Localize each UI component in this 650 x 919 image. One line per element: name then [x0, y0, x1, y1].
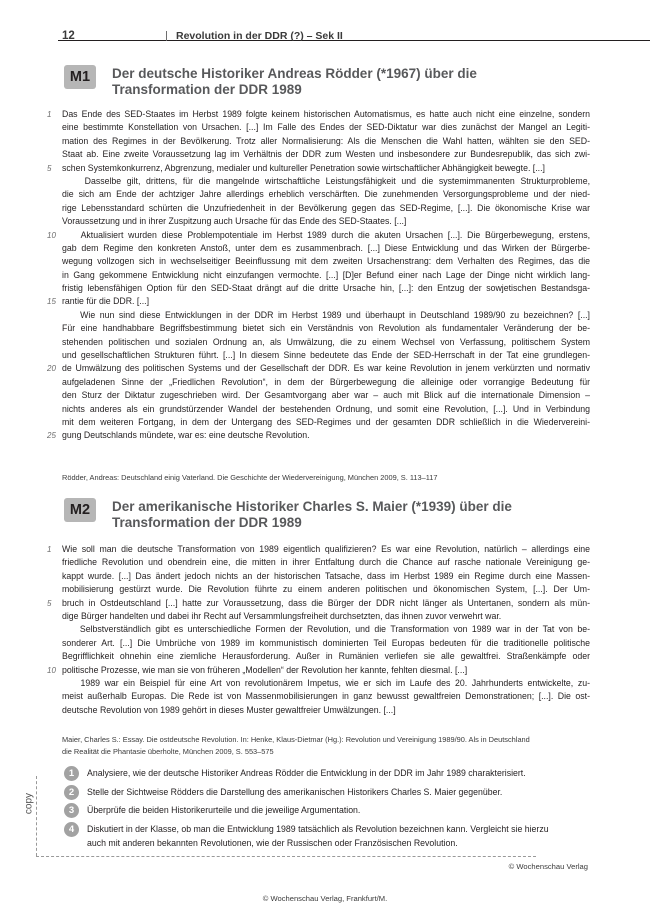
- line-text: nichts anderes als ein grundstürzender Wandel der bestehenden Ordnung, und somit eine Revolution, [...]. Und in Verbindung: [62, 403, 590, 414]
- line-text: fristig lebensfähigen Option für den SED-Staat drängt auf die dritte Ursache hin, [...]: den Entzug der sowjetischen Bestandsga-: [62, 283, 590, 294]
- m1-text: [47, 108, 590, 443]
- m2-text-line: [62, 690, 590, 703]
- task-text: auch mit anderen bekannten Revolutionen, wie der Russischen oder Französischen Revolution.: [87, 838, 458, 848]
- line-text: Wie soll man die deutsche Transformation von 1989 eigentlich qualifizieren? Es war eine Revolution, natürlich – allerdings eine: [62, 544, 590, 554]
- m1-text-line: [62, 322, 590, 335]
- m1-text-line: [62, 202, 590, 215]
- line-text: stehenden politischen und sozialen Ordnung an, als Umwälzung, die zu einem Wechsel von Verfassung, politischem System: [62, 336, 590, 347]
- task-text: Überprüfe die beiden Historikerurteile und die jeweilige Argumentation.: [87, 805, 361, 815]
- m2-source: [62, 734, 590, 757]
- m2-text-line: [47, 664, 590, 677]
- line-text: wegung vollzogen sich in wechselseitiger Beeinflussung mit dem zweiten Ursachenstrang: dem Verhalten des Regimes, das die: [62, 256, 590, 267]
- m1-text-line: [62, 416, 590, 429]
- line-number: 25: [47, 431, 56, 441]
- line-number: 1: [47, 110, 52, 119]
- line-text: politische Prozesse, wie man sie von früheren „Modellen“ der Revolution her kannte, fehlten diesmal. [...]: [62, 664, 468, 675]
- line-text: schen Systemkonkurrenz, Abgrenzung, medialer und kultureller Penetration sowie wirtschaftlicher Abhängigkeit bewegte. [...]: [62, 162, 545, 173]
- page-footer: © Wochenschau Verlag, Frankfurt/M.: [262, 894, 388, 903]
- m1-title-line-1: Der deutsche Historiker Andreas Rödder (*1967) über die: [112, 66, 477, 81]
- m1-text-line: [62, 336, 590, 349]
- copy-dashed-line: [36, 776, 37, 856]
- line-number: 10: [47, 230, 56, 240]
- m2-text-line: [62, 583, 590, 596]
- line-text: mation des Regimes in der Bevölkerung. Trotz aller Normalisierung: Als die Menschen die Wahl hatten, wählten sie den SED-: [62, 135, 590, 146]
- line-text: friedliche Revolution und obendrein eine, die mitten in ihrer Entfaltung durch die Chance auf rasche nationale Vereinigung ge-: [62, 557, 590, 568]
- page-header: [58, 0, 650, 41]
- line-text: aufgeladenen Sinne der „Friedlichen Revolution“, in dem der Bürgerbewegung die alleinige oder vorrangige Bedeutung für: [62, 376, 590, 387]
- line-text: Dasselbe gilt, drittens, für die mangelnde wirtschaftliche Leistungsfähigkeit und die systemimmanenten Strukturprobleme,: [62, 175, 590, 186]
- line-text: Voraussetzung und in ihrer Zuspitzung auch Ursache für das Ende des SED-Staates. [...]: [62, 216, 407, 227]
- m1-text-line: [62, 376, 590, 389]
- m2-source-line-2: die Realität die Phantasie überholte, München 2009, S. 553–575: [62, 746, 274, 756]
- copy-label: copy: [23, 792, 35, 815]
- m1-text-line: [62, 255, 590, 268]
- m2-badge: M2: [64, 498, 96, 522]
- task-number-badge: 2: [64, 785, 79, 800]
- copy-dashed-line-bottom: [36, 856, 536, 857]
- m2-title-line-1: Der amerikanische Historiker Charles S. Maier (*1939) über die: [112, 499, 512, 514]
- line-text: rantie für die DDR. [...]: [62, 296, 150, 307]
- m2-text-line: [62, 610, 590, 623]
- line-text: in Gang gekommene Entwicklung nicht einzufangen vermochte. [...] [D]er Befund einer nach Lage der Dinge nicht wirklich lang-: [62, 269, 590, 280]
- line-text: und gesellschaftlichen Strukturen führt. [...] In diesem Sinne bedeutete das Ende der SED-Herrschaft in der Tat eine grundlegen-: [62, 350, 590, 361]
- m1-text-line: [62, 389, 590, 402]
- line-text: de Umwälzung des politischen Systems und der Gesellschaft der DDR. Es war keine Revolution in jenem verkürzten und normativ: [62, 363, 590, 374]
- m2-title-line-2: Transformation der DDR 1989: [112, 515, 302, 530]
- page-number: 12: [62, 30, 75, 42]
- line-text: Begrifflichkeit ohnehin eine ziemliche Herausforderung. Außer in Rumänien verliefen sie alle gewaltfrei. Straßenkämpfe oder: [62, 651, 590, 662]
- m1-text-line: [62, 349, 590, 362]
- m1-text-line: [62, 282, 590, 295]
- m1-text-line: [62, 215, 590, 228]
- m1-text-line: [62, 121, 590, 134]
- line-text: bruch in Ostdeutschland [...] hatte zur Voraussetzung, dass die Bürger der DDR nicht länger als Untertanen, sondern als mün-: [62, 597, 590, 608]
- task-text: Analysiere, wie der deutsche Historiker Andreas Rödder die Entwicklung in der DDR im Jahr 1989 charakterisiert.: [87, 768, 526, 778]
- m2-text-line: [62, 637, 590, 650]
- m1-text-line: [62, 309, 590, 322]
- m2-text-line: [62, 650, 590, 663]
- line-text: Selbstverständlich gibt es unterschiedliche Formen der Revolution, und die Transformation von 1989 war in der Tat von be-: [62, 624, 590, 635]
- line-text: Staat ab. Eine zweite Voraussetzung lag im Verhältnis der DDR zum Westen und insbesondere zur Bundesrepublik, das sich zwi-: [62, 149, 590, 160]
- line-text: gab dem Regime den konkreten Anstoß, unter dem es zusammenbrach. [...] Diese Entwicklung und das Wirken der Bürgerbe-: [62, 242, 590, 253]
- line-number: 10: [47, 665, 56, 675]
- line-text: eine bestimmte Konstellation von Ursachen. [...] Im Falle des Endes der SED-Diktatur war dies zunächst der Mangel an Legiti-: [62, 122, 590, 133]
- m1-text-line: [47, 162, 590, 175]
- line-text: Für eine handhabbare Begriffsbestimmung bietet sich ein Verständnis von Revolution als fundamentaler Veränderung der be-: [62, 323, 590, 334]
- m2-text-line: [62, 570, 590, 583]
- line-number: 5: [47, 598, 52, 608]
- m1-title-line-2: Transformation der DDR 1989: [112, 82, 302, 97]
- line-number: 15: [47, 297, 56, 307]
- m2-text-line: [47, 543, 590, 556]
- m2-title: [112, 499, 582, 531]
- m1-source: Rödder, Andreas: Deutschland einig Vaterland. Die Geschichte der Wiedervereinigung, München 2009, S. 113–117: [62, 473, 438, 482]
- line-text: meist außerhalb Europas. Die Rede ist von Massenmobilisierungen in ganz bewusst gewaltfreien Demonstrationen; [...]. Die ost-: [62, 691, 590, 702]
- task-number-badge: 4: [64, 822, 79, 837]
- m2-text-line: [62, 556, 590, 569]
- line-text: sonderer Art. [...] Die Umbrüche von 1989 im kommunistisch dominierten Teil Europas bedeuten für die traditionelle politische: [62, 637, 590, 648]
- m2-text-line: [62, 677, 590, 690]
- m1-text-line: [62, 242, 590, 255]
- line-text: mit dem weiteren Fortgang, in dem der Untergang des SED-Regimes und der gesamten DDR schließlich in die Wiedervereini-: [62, 416, 590, 427]
- m1-text-line: [62, 269, 590, 282]
- m2-text-line: [62, 704, 590, 717]
- line-text: mobilisierung gestürzt wurde. Die Revolution führte zu einem anderen politischen und ökonomischen System, [...]. Der Um-: [62, 584, 590, 595]
- task-text: Stelle der Sichtweise Rödders die Darstellung des amerikanischen Historikers Charles S. Maier gegenüber.: [87, 787, 503, 797]
- m2-text-line: [47, 597, 590, 610]
- m2-source-line-1: Maier, Charles S.: Essay. Die ostdeutsche Revolution. In: Henke, Klaus-Dietmar (Hg.): Revolution und Vereinigung 1989/90. Als in Deutschland: [62, 735, 530, 744]
- line-number: 5: [47, 163, 52, 173]
- line-text: den Sturz der Diktatur zugeschrieben wird. Der Gesamtvorgang aber war – auch mit Blick auf die internationale Dimension –: [62, 390, 590, 401]
- m1-text-line: [47, 229, 590, 242]
- m2-text-line: [62, 623, 590, 636]
- task-text: Diskutiert in der Klasse, ob man die Entwicklung 1989 tatsächlich als Revolution bezeichnen kann. Vergleicht sie hierzu: [87, 824, 549, 834]
- line-text: Wie nun sind diese Entwicklungen in der DDR im Herbst 1989 und überhaupt in Deutschland 1989/90 zu bezeichnen? [...]: [62, 309, 590, 320]
- m1-text-line: [62, 148, 590, 161]
- m1-text-line: [47, 429, 590, 442]
- line-text: gung Deutschlands mündete, war es: eine deutsche Revolution.: [62, 430, 310, 441]
- m1-title: [112, 66, 582, 98]
- m2-text: [47, 543, 590, 717]
- m1-badge: M1: [64, 65, 96, 89]
- m1-text-line: [47, 362, 590, 375]
- m1-text-line: [62, 403, 590, 416]
- copy-margin: [21, 776, 37, 856]
- line-text: dige Bürger handelten und dabei ihr Recht auf Versammlungsfreiheit durchsetzten, das ihnen zuvor verwehrt war.: [62, 610, 502, 621]
- line-text: 1989 war ein Beispiel für eine Art von revolutionärem Impetus, wie er sich im Laufe des 20. Jahrhunderts entwickelte, zu-: [62, 677, 590, 688]
- m1-text-line: [62, 188, 590, 201]
- m1-text-line: [47, 295, 590, 308]
- publisher-credit: © Wochenschau Verlag: [508, 862, 588, 871]
- line-text: deutsche Revolution von 1989 gehört in dieses Muster gewaltfreier Umwälzungen. [...]: [62, 704, 396, 715]
- line-text: Aktualisiert wurden diese Problempotentiale im Herbst 1989 durch die akuten Ursachen [...]. Die Bürgerbewegung, erstens,: [62, 229, 590, 240]
- line-number: 20: [47, 364, 56, 374]
- line-text: die sich am Ende der achtziger Jahre allerdings erheblich verschärften. Die zunehmenden Versorgungsprobleme und der nied-: [62, 189, 590, 200]
- m1-text-line: [62, 175, 590, 188]
- m1-text-line: [47, 108, 590, 121]
- running-title: Revolution in der DDR (?) – Sek II: [176, 30, 343, 42]
- task-number-badge: 3: [64, 803, 79, 818]
- header-separator: [166, 31, 167, 41]
- m1-text-line: [62, 135, 590, 148]
- line-text: kappt wurde. [...] Das ändert jedoch nichts an der historischen Tatsache, dass im Herbst 1989 ein Regime durch eine Massen-: [62, 570, 590, 581]
- task-number-badge: 1: [64, 766, 79, 781]
- line-text: rige Lebensstandard schürten die Unzufriedenheit in der Bevölkerung gegen das SED-Regime, [...]. Die ökonomische Krise war: [62, 202, 590, 213]
- line-number: 1: [47, 545, 52, 554]
- line-text: Das Ende des SED-Staates im Herbst 1989 folgte keinem historischen Automatismus, es hatte auch nicht eine einzelne, sondern: [62, 109, 590, 119]
